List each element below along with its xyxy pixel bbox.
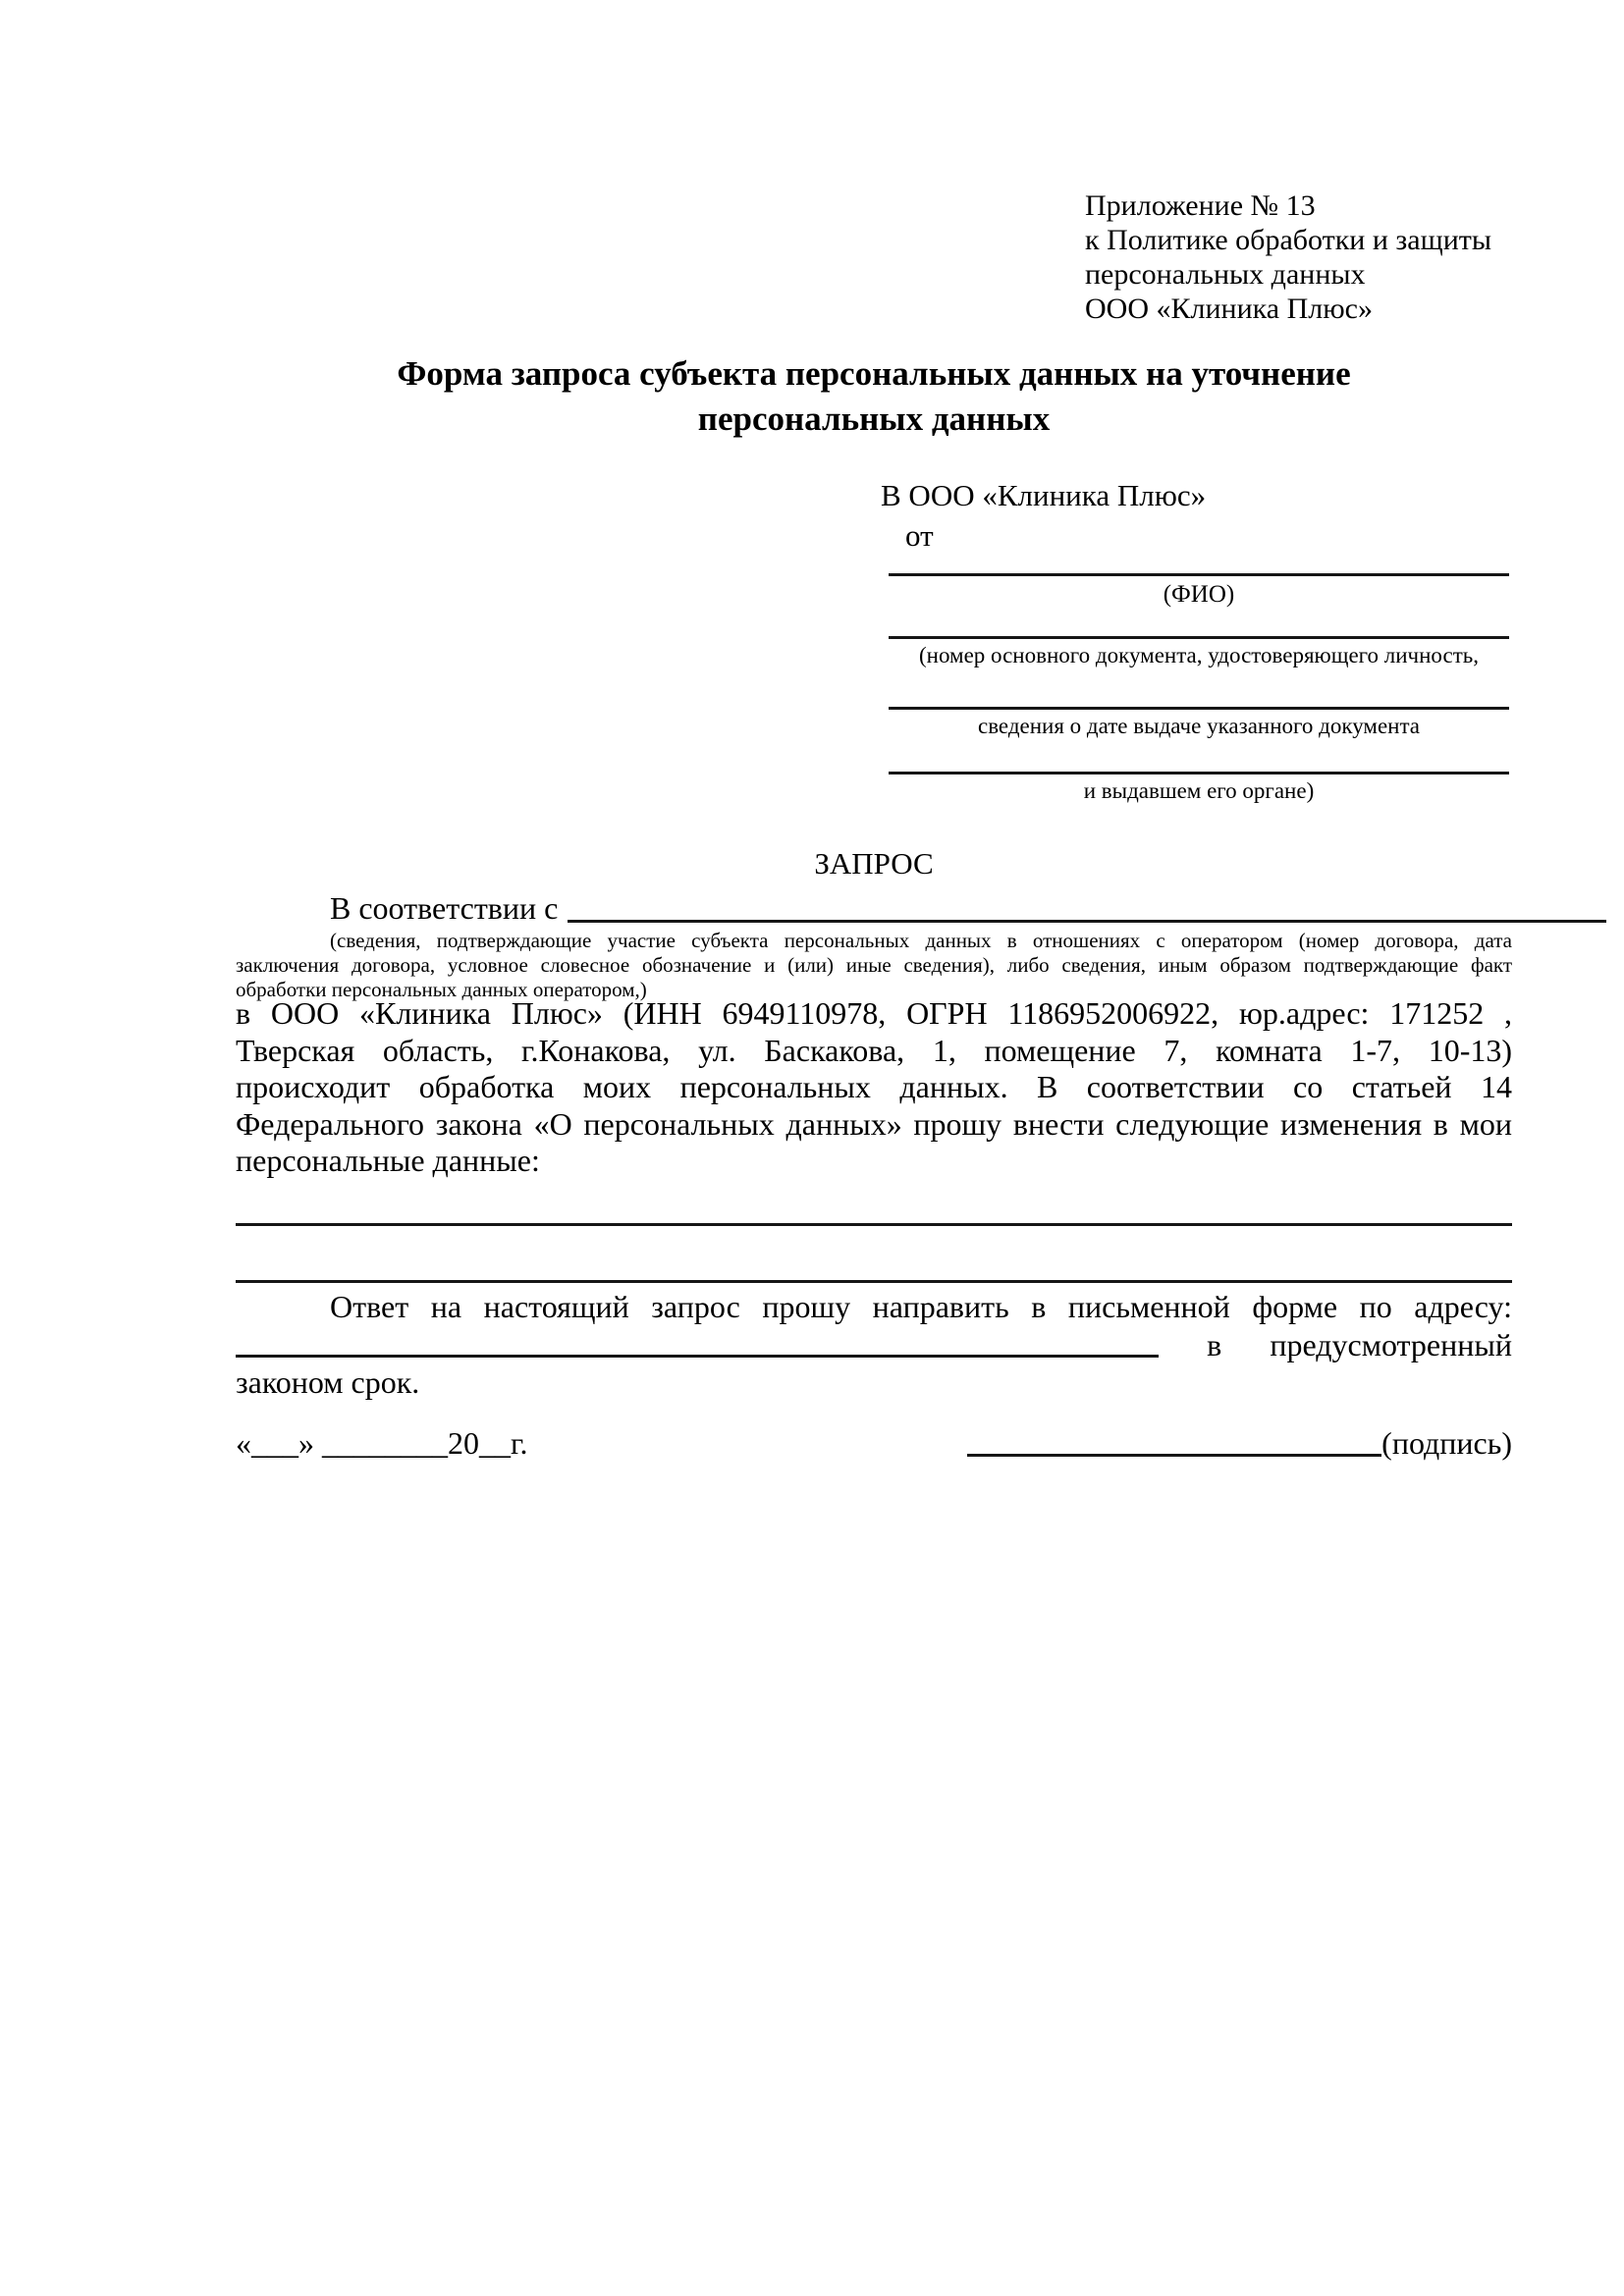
body-line: происходит обработка моих персональных данных. В соответствии со статьей 14	[236, 1069, 1512, 1104]
issue-date-caption: сведения о дате выдаче указанного документа	[977, 714, 1421, 738]
appendix-header	[1085, 188, 1527, 326]
answer-paragraph	[236, 1288, 1512, 1401]
answer-line: Ответ на настоящий запрос прошу направить в письменной форме по адресу:	[330, 1289, 1512, 1324]
signature-caption: (подпись)	[1381, 1425, 1512, 1461]
request-body	[236, 995, 1512, 1180]
form-title-line: Форма запроса субъекта персональных данных на уточнение	[397, 354, 1351, 393]
fio-field-line[interactable]	[889, 573, 1509, 576]
signature-group	[967, 1423, 1512, 1463]
footnote-line: обработки персональных данных оператором,)	[236, 978, 647, 1001]
body-line: в ООО «Клиника Плюс» (ИНН 6949110978, ОГРН 1186952006922, юр.адрес: 171252 ,	[236, 995, 1512, 1031]
basis-prefix-label: В соответствии с	[330, 890, 559, 926]
request-heading: ЗАПРОС	[814, 846, 934, 881]
body-line: персональные данные:	[236, 1143, 540, 1178]
issuing-authority-field-line[interactable]	[889, 772, 1509, 774]
header-line: Приложение № 13	[1085, 189, 1316, 222]
body-line: Тверская область, г.Конакова, ул. Баскакова, 1, помещение 7, комната 1-7, 10-13)	[236, 1032, 1512, 1068]
changes-field-line-2[interactable]	[236, 1280, 1512, 1283]
form-title	[236, 351, 1512, 442]
basis-field-line[interactable]	[568, 888, 1606, 923]
date-blank[interactable]: «___» ________20__г.	[236, 1425, 528, 1461]
date-signature-row	[236, 1423, 1512, 1463]
answer-word: в	[1207, 1327, 1222, 1362]
document-number-caption: (номер основного документа, удостоверяющего личность,	[918, 643, 1479, 667]
footnote-line: заключения договора, условное словесное обозначение и (или) иные сведения), либо сведения, иным образом подтверждающие факт	[236, 953, 1512, 977]
addressee-from-label: от	[905, 518, 934, 553]
signature-field-line[interactable]	[967, 1424, 1381, 1457]
addressee-organization: В ООО «Клиника Плюс»	[881, 478, 1207, 512]
fio-caption: (ФИО)	[1163, 581, 1235, 608]
issue-date-field-line[interactable]	[889, 707, 1509, 710]
document-number-field-line[interactable]	[889, 636, 1509, 639]
issuing-authority-caption: и выдавшем его органе)	[1083, 778, 1315, 803]
body-line: Федерального закона «О персональных данных» прошу внести следующие изменения в мои	[236, 1105, 1512, 1142]
header-line: ООО «Клиника Плюс»	[1085, 293, 1373, 325]
header-line: к Политике обработки и защиты	[1085, 224, 1492, 256]
basis-row	[236, 888, 1606, 928]
basis-footnote	[236, 929, 1512, 1002]
header-line: персональных данных	[1085, 258, 1366, 291]
changes-field-line-1[interactable]	[236, 1223, 1512, 1226]
answer-word: предусмотренный	[1270, 1327, 1512, 1362]
footnote-line: (сведения, подтверждающие участие субъекта персональных данных в отношениях с оператором (номер договора, дата	[330, 929, 1512, 952]
answer-line: законом срок.	[236, 1364, 420, 1400]
form-title-line: персональных данных	[697, 400, 1051, 438]
address-field-line[interactable]	[236, 1325, 1159, 1358]
answer-address-row	[236, 1325, 1512, 1363]
